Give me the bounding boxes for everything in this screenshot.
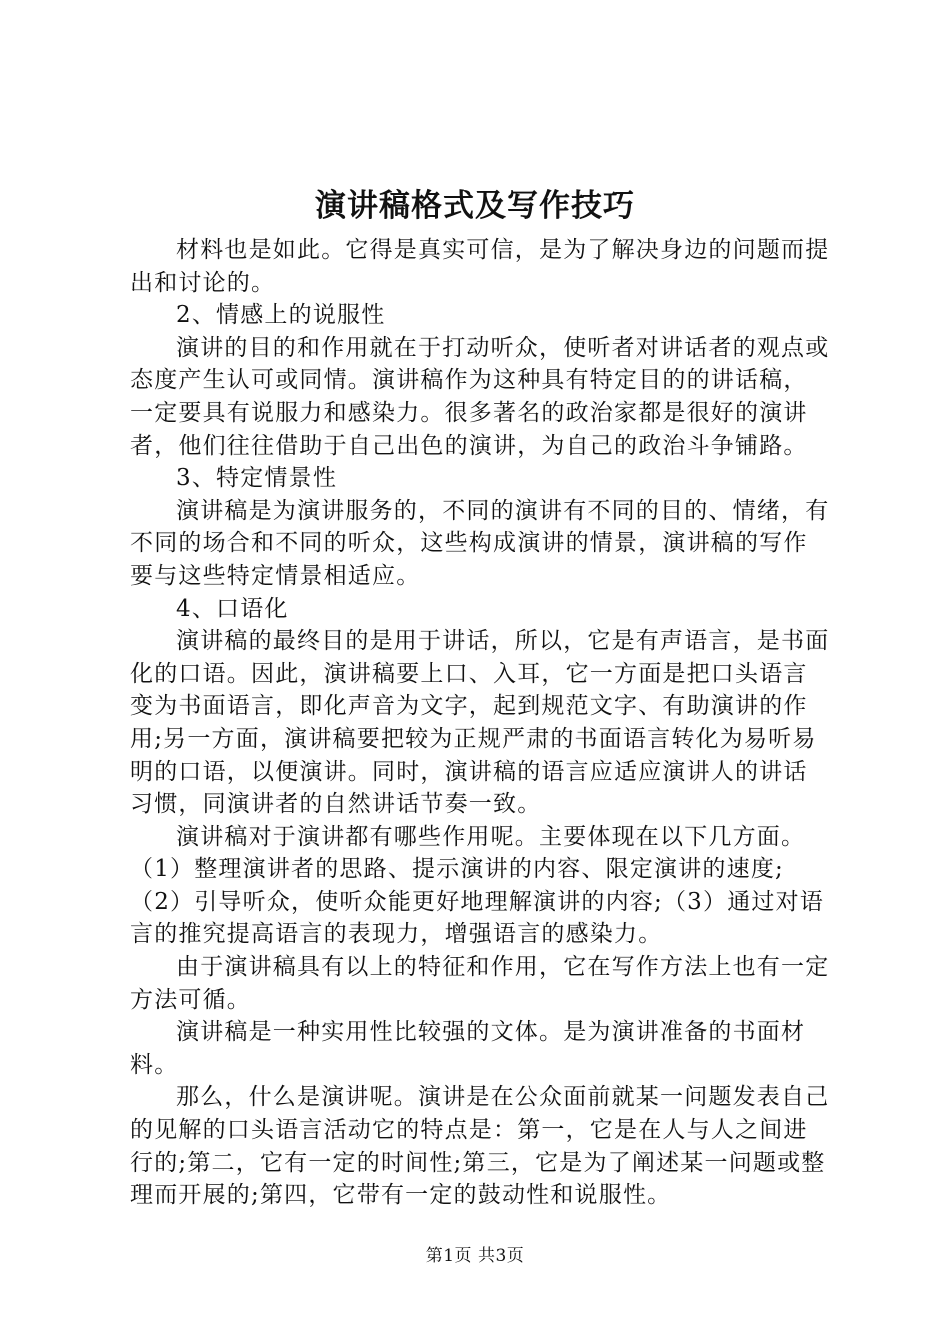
section-heading-colloquial: 4、口语化 bbox=[176, 595, 289, 622]
paragraph-colloquial: 演讲稿的最终目的是用于讲话，所以，它是有声语言，是书面化的口语。因此，演讲稿要上口、入耳，它一方面是把口头语言变为书面语言，即化声音为文字，起到规范文字、有助演讲的作用;另一方面，演讲稿要把较为正规严肃的书面语言转化为易听易明的口语，以便演讲。同时，演讲稿的语言应适应演讲人的讲话习惯，同演讲者的自然讲话节奏一致。 bbox=[130, 628, 830, 818]
page-footer: 第1页 共3页 bbox=[425, 1246, 525, 1266]
paragraph-definition: 演讲稿是一种实用性比较强的文体。是为演讲准备的书面材料。 bbox=[130, 1019, 806, 1078]
paragraph-material: 材料也是如此。它得是真实可信，是为了解决身边的问题而提出和讨论的。 bbox=[130, 237, 830, 296]
paragraph-context: 演讲稿是为演讲服务的，不同的演讲有不同的目的、情绪，有不同的场合和不同的听众，这些构成演讲的情景，演讲稿的写作要与这些特定情景相适应。 bbox=[130, 497, 830, 589]
document-body bbox=[130, 234, 830, 1212]
document-title: 演讲稿格式及写作技巧 bbox=[315, 188, 635, 224]
paragraph-what-is-speech: 那么，什么是演讲呢。演讲是在公众面前就某一问题发表自己的见解的口头语言活动它的特点是：第一，它是在人与人之间进行的;第二，它有一定的时间性;第三，它是为了阐述某一问题或整理而开展的;第四，它带有一定的鼓动性和说服性。 bbox=[130, 1084, 830, 1209]
section-heading-emotional-persuasion: 2、情感上的说服性 bbox=[176, 302, 386, 329]
paragraph-functions: 演讲稿对于演讲都有哪些作用呢。主要体现在以下几方面。（1）整理演讲者的思路、提示演讲的内容、限定演讲的速度;（2）引导听众，使听众能更好地理解演讲的内容;（3）通过对语言的推究提高语言的表现力，增强语言的感染力。 bbox=[130, 823, 825, 948]
paragraph-purpose: 演讲的目的和作用就在于打动听众，使听者对讲话者的观点或态度产生认可或同情。演讲稿作为这种具有特定目的的讲话稿，一定要具有说服力和感染力。很多著名的政治家都是很好的演讲者，他们往往借助于自己出色的演讲，为自己的政治斗争铺路。 bbox=[130, 334, 830, 459]
paragraph-methods: 由于演讲稿具有以上的特征和作用，它在写作方法上也有一定方法可循。 bbox=[130, 954, 830, 1013]
section-heading-specific-context: 3、特定情景性 bbox=[176, 465, 338, 492]
